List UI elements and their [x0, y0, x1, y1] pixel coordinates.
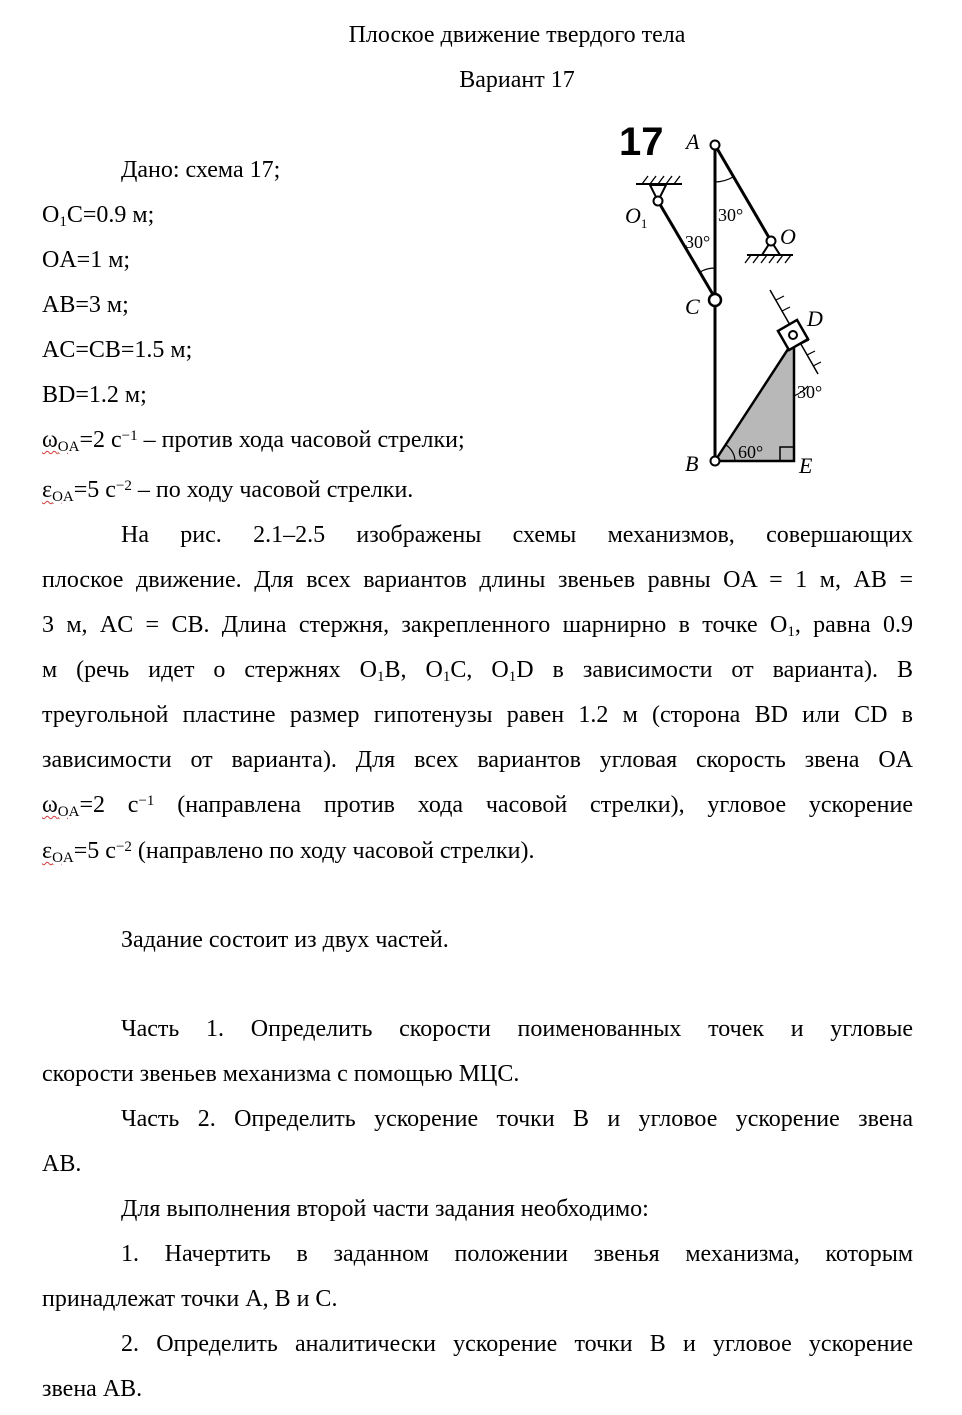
given-bd: BD=1.2 м;: [42, 382, 147, 408]
given-ac-cb: AC=CB=1.5 м;: [42, 337, 193, 363]
desc-line-3: 3 м, AC = CB. Длина стержня, закрепленного шарнирно в точке $O_1$, равна 0.9: [42, 612, 913, 640]
joint-c: [709, 294, 721, 306]
requirements-intro: Для выполнения второй части задания необходимо:: [121, 1196, 649, 1222]
variant-label: Вариант 17: [459, 67, 575, 93]
label-o1: $O_1$: [625, 203, 648, 231]
given-oa: OA=1 м;: [42, 247, 131, 273]
step2-line-2: звена AB.: [42, 1376, 143, 1402]
angle-label-d: 30°: [797, 382, 823, 402]
joint-d: [789, 331, 797, 339]
label-d: D: [807, 306, 823, 331]
step1-line-1: 1. Начертить в заданном положении звенья механизма, которым: [121, 1241, 913, 1267]
step2-line-1: 2. Определить аналитически ускорение точки B и угловое ускорение: [121, 1331, 913, 1357]
given-ab: AB=3 м;: [42, 292, 129, 318]
angle-label-c: 30°: [685, 232, 711, 252]
desc-line-6: зависимости от варианта). Для всех вариантов угловая скорость звена OA: [42, 747, 913, 773]
joint-b: [711, 457, 720, 466]
label-e: E: [799, 453, 813, 478]
page-title: Плоское движение твердого тела: [348, 22, 686, 48]
part1-line-2: скорости звеньев механизма с помощью МЦС.: [42, 1061, 520, 1087]
desc-line-7: $\omega_{OA}=2$ $с^{-1}$ (направлена против хода часовой стрелки), угловое ускорение: [42, 792, 913, 820]
task-intro: Задание состоит из двух частей.: [121, 927, 449, 953]
mechanism-scheme: [612, 118, 832, 490]
desc-line-4: м (речь идет о стержнях $O_1B$, $O_1C$, $O_1D$ в зависимости от варианта). В: [42, 657, 913, 685]
angle-arc-a: [715, 177, 733, 182]
rod-oa: [715, 145, 771, 241]
label-a: A: [686, 129, 700, 154]
desc-line-1: На рис. 2.1–2.5 изображены схемы механизмов, совершающих: [121, 522, 913, 548]
desc-line-2: плоское движение. Для всех вариантов длины звеньев равны OA = 1 м, AB =: [42, 567, 913, 593]
angle-label-b: 60°: [738, 442, 764, 462]
label-b: B: [685, 451, 699, 476]
part2-line-2: AB.: [42, 1151, 82, 1177]
angle-label-a: 30°: [718, 205, 744, 225]
angle-arc-c: [700, 268, 715, 272]
joint-o: [767, 237, 776, 246]
figure-number: 17: [619, 120, 664, 164]
part2-line-1: Часть 2. Определить ускорение точки B и угловое ускорение звена: [121, 1106, 913, 1132]
given-omega: $\omega_{OA}=2$ $с^{-1}$ – против хода часовой стрелки;: [42, 427, 465, 455]
given-epsilon: $\varepsilon_{OA}=5$ $с^{-2}$ – по ходу часовой стрелки.: [42, 477, 414, 505]
joint-o1: [654, 197, 663, 206]
joint-a: [711, 141, 720, 150]
part1-line-1: Часть 1. Определить скорости поименованных точек и угловые: [121, 1016, 913, 1042]
given-intro: Дано: схема 17;: [121, 157, 281, 183]
step1-line-2: принадлежат точки A, B и C.: [42, 1286, 338, 1312]
label-o: O: [780, 224, 796, 249]
desc-line-5: треугольной пластине размер гипотенузы равен 1.2 м (сторона BD или CD в: [42, 702, 913, 728]
given-o1c: $O_1C=0.9$ м;: [42, 202, 155, 230]
label-c: C: [685, 294, 700, 319]
desc-line-8: $\varepsilon_{OA}=5$ $с^{-2}$ (направлено по ходу часовой стрелки).: [42, 838, 535, 866]
